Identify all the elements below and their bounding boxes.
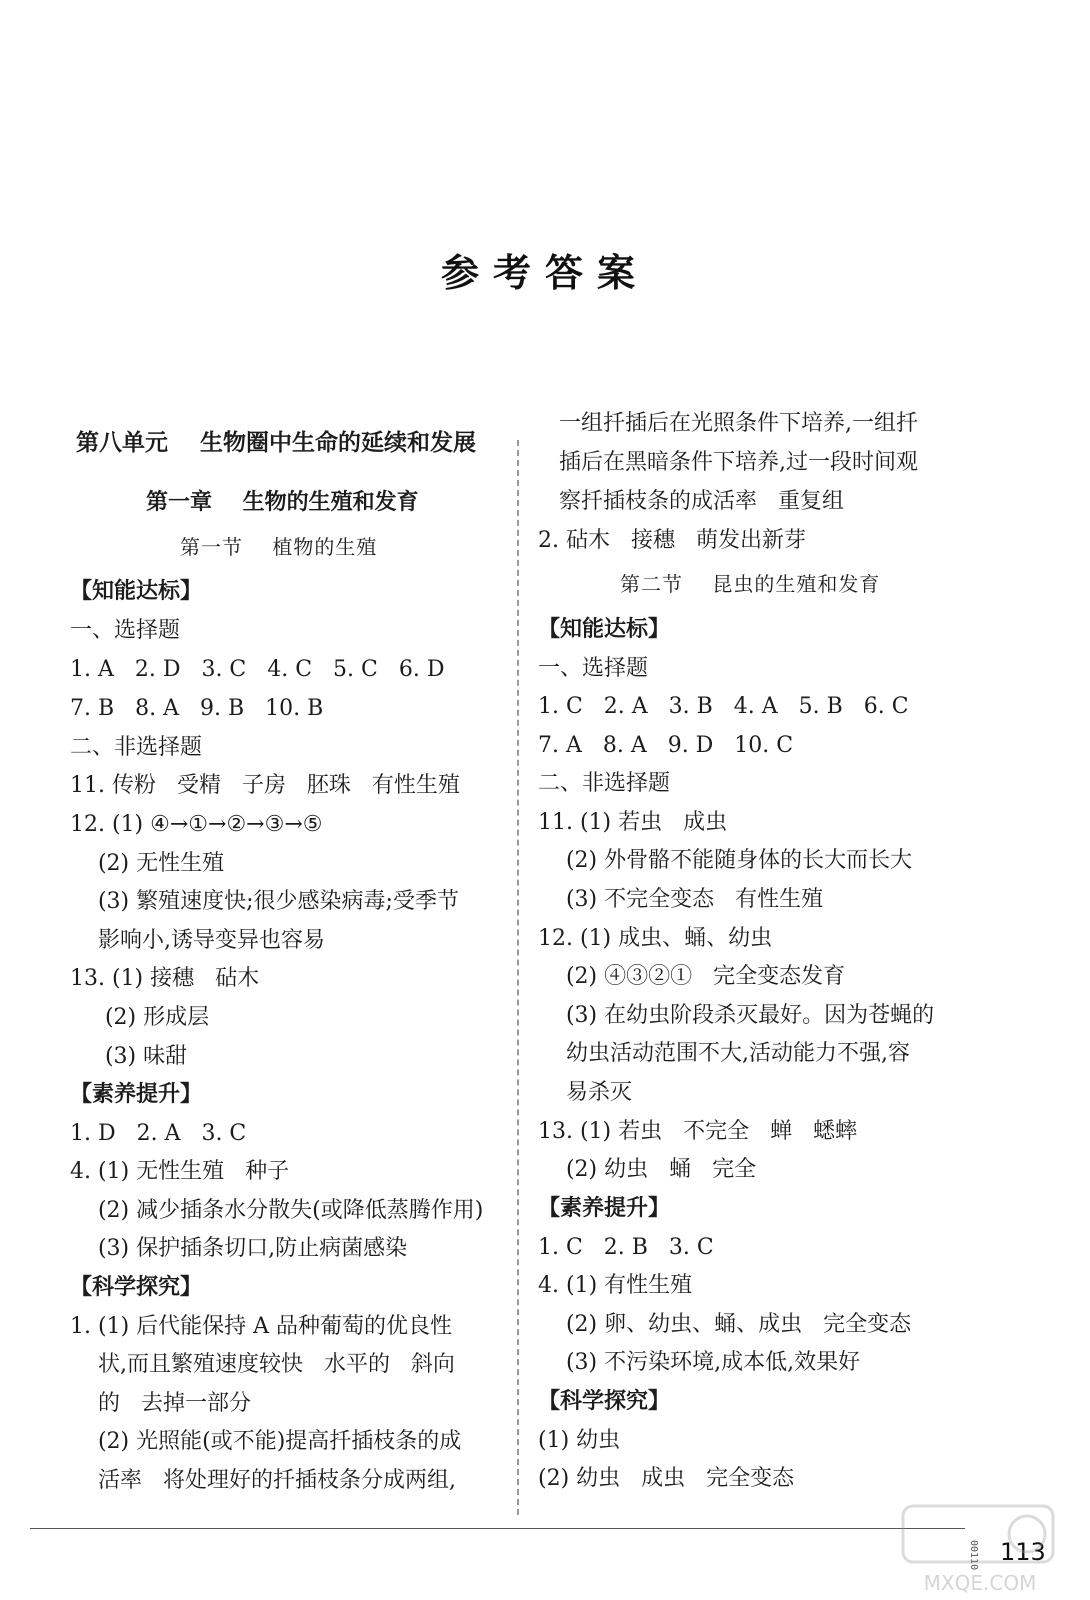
- answer-line: 【知能达标】: [70, 579, 203, 604]
- answer-line: 13. (1) 若虫 不完全 蝉 蟋蟀: [538, 1119, 858, 1144]
- page-number: 113: [1000, 1538, 1046, 1566]
- footer-rule: [30, 1528, 965, 1529]
- answer-line: 1. A 2. D 3. C 4. C 5. C 6. D: [70, 657, 445, 682]
- answer-line: 11. (1) 若虫 成虫: [538, 810, 728, 835]
- section-heading: 第一节 植物的生殖: [180, 535, 378, 559]
- answer-line: 7. A 8. A 9. D 10. C: [538, 733, 794, 758]
- page-title: 参考答案: [440, 251, 649, 295]
- answer-line: 4. (1) 有性生殖: [538, 1273, 693, 1298]
- answer-line: 易杀灭: [538, 1080, 632, 1105]
- answer-line: (3) 繁殖速度快;很少感染病毒;受季节: [70, 889, 459, 914]
- answer-line: (2) 卵、幼虫、蛹、成虫 完全变态: [538, 1312, 912, 1337]
- answer-line: (2) 外骨骼不能随身体的长大而长大: [538, 848, 913, 873]
- answer-line: 4. (1) 无性生殖 种子: [70, 1159, 290, 1184]
- answer-line: 【知能达标】: [538, 617, 671, 642]
- answer-line: 11. 传粉 受精 子房 胚珠 有性生殖: [70, 773, 460, 798]
- answer-line: 插后在黑暗条件下培养,过一段时间观: [538, 450, 918, 475]
- answer-line: 1. C 2. B 3. C: [538, 1235, 714, 1260]
- answer-line: 7. B 8. A 9. B 10. B: [70, 696, 324, 721]
- chapter-heading: 第一章 生物的生殖和发育: [146, 490, 419, 515]
- side-code: 00110: [968, 1540, 979, 1571]
- column-divider: [517, 440, 519, 1515]
- answer-line: 影响小,诱导变异也容易: [70, 928, 325, 953]
- answer-line: (1) 幼虫: [538, 1428, 621, 1453]
- answer-line: (3) 在幼虫阶段杀灭最好。因为苍蝇的: [538, 1003, 935, 1028]
- answer-line: (2) 无性生殖: [70, 851, 225, 876]
- answer-line: 1. C 2. A 3. B 4. A 5. B 6. C: [538, 694, 909, 719]
- answer-line: 【素养提升】: [538, 1196, 671, 1221]
- answer-line: 幼虫活动范围不大,活动能力不强,容: [538, 1041, 910, 1066]
- answer-line: (3) 不完全变态 有性生殖: [538, 887, 824, 912]
- answer-line: 【科学探究】: [538, 1389, 671, 1414]
- answer-line: 12. (1) 成虫、蛹、幼虫: [538, 926, 773, 951]
- answer-line: 一组扦插后在光照条件下培养,一组扦: [538, 411, 918, 436]
- watermark-text: MXQE.COM: [923, 1571, 1037, 1595]
- answer-line: (3) 不污染环境,成本低,效果好: [538, 1350, 861, 1375]
- answer-line: 1. D 2. A 3. C: [70, 1121, 247, 1146]
- answer-line: 一、选择题: [70, 618, 181, 643]
- answer-line: (2) 光照能(或不能)提高扦插枝条的成: [70, 1429, 462, 1454]
- answer-line: (3) 保护插条切口,防止病菌感染: [70, 1236, 408, 1261]
- answer-line: 活率 将处理好的扦插枝条分成两组,: [70, 1468, 456, 1493]
- answer-line: (2) 形成层: [70, 1005, 210, 1030]
- answer-line: (2) ④③②① 完全变态发育: [538, 964, 846, 989]
- answer-line: 2. 砧木 接穗 萌发出新芽: [538, 528, 806, 553]
- answer-line: 的 去掉一部分: [70, 1391, 251, 1416]
- section-heading: 第二节 昆虫的生殖和发育: [620, 572, 881, 596]
- answer-line: 【科学探究】: [70, 1275, 203, 1300]
- answer-line: (3) 味甜: [70, 1044, 188, 1069]
- answer-line: (2) 减少插条水分散失(或降低蒸腾作用): [70, 1198, 484, 1223]
- answer-line: 1. (1) 后代能保持 A 品种葡萄的优良性: [70, 1314, 453, 1339]
- answer-line: 12. (1) ④→①→②→③→⑤: [70, 812, 323, 837]
- answer-line: 状,而且繁殖速度较快 水平的 斜向: [70, 1352, 455, 1377]
- answer-line: 二、非选择题: [70, 735, 203, 760]
- answer-line: 二、非选择题: [538, 771, 671, 796]
- answer-line: 一、选择题: [538, 656, 649, 681]
- answer-line: (2) 幼虫 成虫 完全变态: [538, 1466, 795, 1491]
- answer-line: 13. (1) 接穗 砧木: [70, 966, 260, 991]
- answer-line: 察扦插枝条的成活率 重复组: [538, 489, 844, 514]
- answer-line: 【素养提升】: [70, 1082, 203, 1107]
- unit-heading: 第八单元 生物圈中生命的延续和发展: [76, 430, 477, 456]
- answer-line: (2) 幼虫 蛹 完全: [538, 1157, 757, 1182]
